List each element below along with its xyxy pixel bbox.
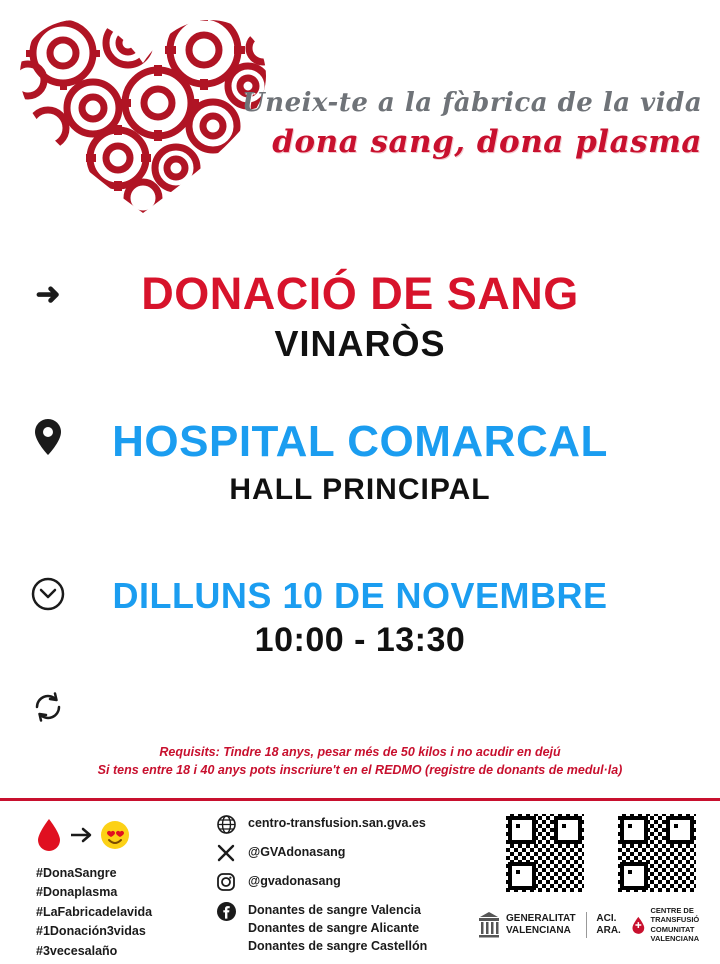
event-title: DONACIÓ DE SANG <box>141 268 579 319</box>
gear-heart-logo-icon <box>8 8 278 223</box>
event-time: 10:00 - 13:30 <box>254 621 466 660</box>
facebook-page-item: Donantes de sangre Alicante <box>248 921 420 936</box>
ct-line-2: COMUNITAT VALENCIANA <box>650 924 700 944</box>
aci-ara-logo <box>596 913 620 937</box>
event-place: HOSPITAL COMARCAL <box>112 417 608 467</box>
gva-line-1: GENERALITAT <box>506 912 576 924</box>
drop-emoji-group <box>36 818 130 852</box>
contact-twitter-row[interactable] <box>216 843 427 863</box>
event-place-detail: HALL PRINCIPAL <box>229 473 491 507</box>
qr-eye-icon <box>508 862 536 890</box>
hashtag-item: #DonaSangre <box>36 866 117 880</box>
qr-eye-icon <box>620 816 648 844</box>
hashtag-list <box>36 864 152 961</box>
event-place-row <box>0 417 720 507</box>
qr-eye-icon <box>554 816 582 844</box>
event-date-row <box>0 575 720 660</box>
arrow-right-small-icon <box>70 824 92 846</box>
repeat-row <box>0 690 720 736</box>
contact-facebook-row[interactable] <box>216 901 427 955</box>
logo-divider <box>586 912 587 938</box>
facebook-page-item: Donantes de sangre Valencia <box>248 903 421 917</box>
event-city: VINARÒS <box>274 323 446 365</box>
smiling-face-hearts-icon <box>100 820 130 850</box>
contact-instagram-row[interactable] <box>216 872 427 892</box>
slogan-line-2: dona sang, dona plasma <box>272 124 702 160</box>
gva-logo-text <box>506 913 576 937</box>
hashtag-item: #Donaplasma <box>36 885 118 900</box>
globe-icon <box>216 814 236 834</box>
gva-crest-icon <box>478 912 500 938</box>
instagram-icon <box>216 872 236 892</box>
poster-main <box>0 270 720 736</box>
blood-drop-icon <box>36 818 62 852</box>
qr-eye-icon <box>620 862 648 890</box>
requisites-line-1: Requisits: Tindre 18 anys, pesar més de 50 kilos i no acudir en dejú <box>159 745 561 759</box>
facebook-pages <box>248 901 427 955</box>
footer-divider <box>0 798 720 801</box>
slogan <box>242 88 702 160</box>
hashtag-item: #1Donación3vidas <box>36 924 146 939</box>
aci-line-1: ACI. <box>596 912 617 924</box>
hashtag-item: #LaFabricadelavida <box>36 904 153 919</box>
aci-line-2: ARA. <box>596 924 621 936</box>
requisites <box>0 745 720 777</box>
qr-eye-icon <box>666 816 694 844</box>
qr-code-1[interactable] <box>506 814 584 892</box>
twitter-handle: @GVAdonasang <box>248 845 346 859</box>
slogan-line-1: Uneix-te a la fàbrica de la vida <box>242 88 703 118</box>
qr-eye-icon <box>508 816 536 844</box>
aci-logo-text <box>596 913 620 937</box>
contact-website-row[interactable] <box>216 814 427 834</box>
poster-header <box>0 0 720 232</box>
event-title-row <box>0 270 720 365</box>
map-pin-icon <box>24 419 72 460</box>
arrow-right-icon: ➜ <box>35 278 61 311</box>
generalitat-valenciana-logo <box>478 912 576 938</box>
ct-line-1: CENTRE DE TRANSFUSIÓ <box>650 906 700 925</box>
clock-icon <box>24 577 72 616</box>
instagram-handle: @gvadonasang <box>248 874 341 888</box>
centre-transfusio-logo <box>631 906 720 944</box>
event-date: DILLUNS 10 DE NOVEMBRE <box>112 575 608 617</box>
gva-line-2: VALENCIANA <box>506 924 571 936</box>
ct-logo-text <box>651 906 720 944</box>
contact-list <box>216 814 427 964</box>
facebook-icon <box>216 901 236 921</box>
transfusion-drop-icon <box>631 913 646 937</box>
qr-code-2[interactable] <box>618 814 696 892</box>
refresh-cycle-icon <box>24 690 72 729</box>
website-label: centro-transfusion.san.gva.es <box>248 816 426 830</box>
requisites-line-2: Si tens entre 18 i 40 anys pots inscriure't en el REDMO (registre de donants de medul·la) <box>97 763 623 777</box>
institutional-logos <box>478 906 720 944</box>
x-twitter-icon <box>216 843 236 863</box>
poster-footer <box>0 806 720 960</box>
facebook-page-item: Donantes de sangre Castellón <box>248 939 428 954</box>
hashtag-item: #3vecesalaño <box>36 943 118 958</box>
